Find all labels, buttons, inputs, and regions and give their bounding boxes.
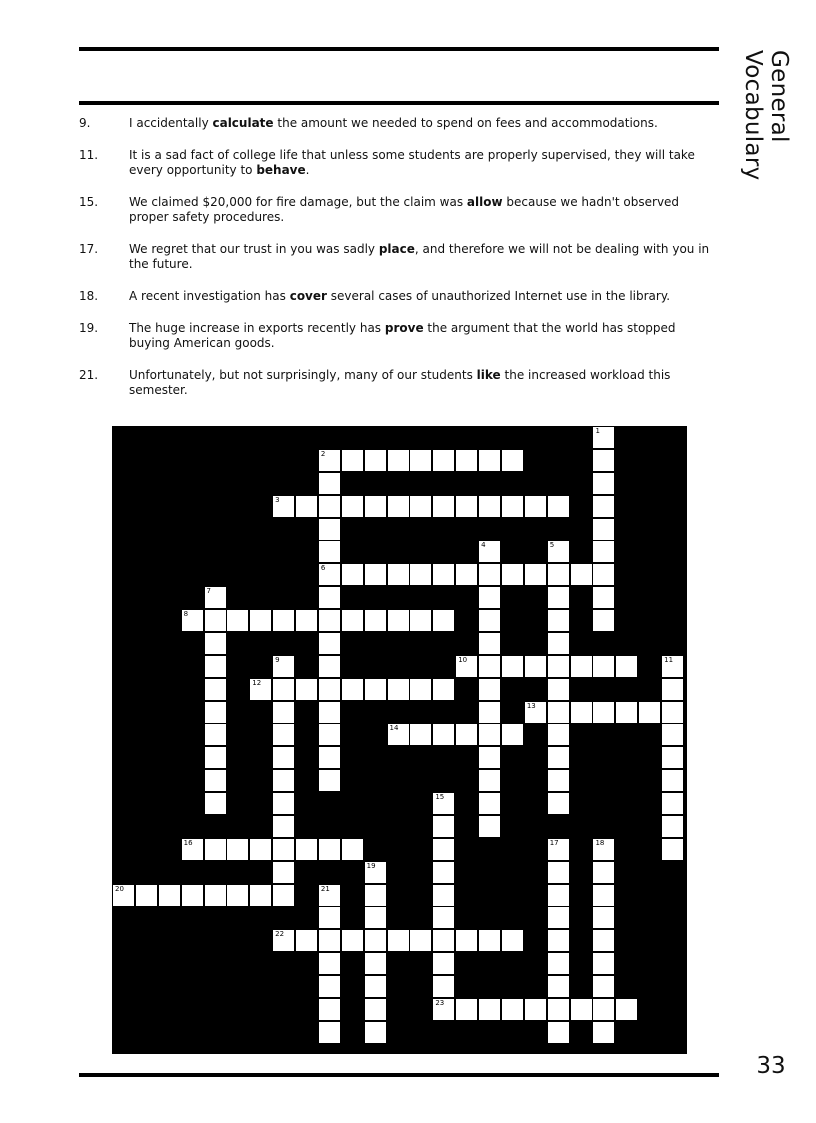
crossword-cell[interactable] <box>365 930 386 951</box>
crossword-cell[interactable] <box>433 839 454 860</box>
crossword-cell[interactable] <box>182 885 203 906</box>
crossword-cell[interactable] <box>479 610 500 631</box>
crossword-cell[interactable] <box>479 770 500 791</box>
crossword-cell[interactable] <box>548 702 569 723</box>
crossword-cell[interactable] <box>342 610 363 631</box>
crossword-cell[interactable] <box>319 839 340 860</box>
crossword-cell[interactable] <box>571 656 592 677</box>
crossword-cell[interactable] <box>593 450 614 471</box>
crossword-cell[interactable] <box>365 1022 386 1043</box>
crossword-cell[interactable] <box>273 496 294 517</box>
crossword-cell[interactable] <box>319 999 340 1020</box>
clue-number-label: 1 <box>595 427 600 435</box>
crossword-cell[interactable] <box>273 885 294 906</box>
crossword-cell[interactable] <box>662 747 683 768</box>
crossword-cell[interactable] <box>433 564 454 585</box>
crossword-cell[interactable] <box>388 496 409 517</box>
crossword-cell[interactable] <box>433 930 454 951</box>
crossword-cell[interactable] <box>319 519 340 540</box>
crossword-cell[interactable] <box>548 747 569 768</box>
crossword-cell[interactable] <box>616 702 637 723</box>
crossword-cell[interactable] <box>593 496 614 517</box>
crossword-cell[interactable] <box>365 953 386 974</box>
crossword-cell[interactable] <box>159 885 180 906</box>
crossword-cell[interactable] <box>502 564 523 585</box>
crossword-cell[interactable] <box>479 930 500 951</box>
crossword-cell[interactable] <box>319 541 340 562</box>
crossword-cell[interactable] <box>571 999 592 1020</box>
crossword-cell[interactable] <box>479 656 500 677</box>
clue-number: 11. <box>79 148 99 162</box>
crossword-grid <box>112 426 687 1054</box>
target-word: like <box>476 368 501 382</box>
crossword-cell[interactable] <box>205 587 226 608</box>
crossword-cell[interactable] <box>319 587 340 608</box>
clue-number-label: 11 <box>664 655 674 664</box>
target-word: prove <box>384 321 424 335</box>
crossword-cell[interactable] <box>410 679 431 700</box>
crossword-cell[interactable] <box>479 541 500 562</box>
crossword-cell[interactable] <box>410 610 431 631</box>
clue-number-label: 18 <box>595 838 605 847</box>
target-word: behave <box>256 163 306 177</box>
crossword-cell[interactable] <box>273 839 294 860</box>
crossword-cell[interactable] <box>319 770 340 791</box>
clue-number-label: 17 <box>549 838 559 847</box>
crossword-cell[interactable] <box>433 679 454 700</box>
clue-item <box>79 195 719 225</box>
crossword-cell[interactable] <box>273 679 294 700</box>
crossword-cell[interactable] <box>525 564 546 585</box>
clue-number-label: 13 <box>526 701 536 710</box>
crossword-cell[interactable] <box>250 679 271 700</box>
crossword-cell[interactable] <box>205 770 226 791</box>
crossword-cell[interactable] <box>342 450 363 471</box>
crossword-cell[interactable] <box>593 839 614 860</box>
top-rule <box>79 47 719 51</box>
clue-number: 21. <box>79 368 99 382</box>
crossword-cell[interactable] <box>616 656 637 677</box>
crossword-cell[interactable] <box>548 496 569 517</box>
crossword-cell[interactable] <box>365 679 386 700</box>
crossword-cell[interactable] <box>227 885 248 906</box>
crossword-cell[interactable] <box>479 633 500 654</box>
crossword-cell[interactable] <box>593 885 614 906</box>
crossword-cell[interactable] <box>662 702 683 723</box>
clue-text: The huge increase in exports recently has prove the argument that the world has stopped buying American goods. <box>129 321 676 350</box>
crossword-cell[interactable] <box>342 496 363 517</box>
crossword-cell[interactable] <box>433 793 454 814</box>
crossword-cell[interactable] <box>593 907 614 928</box>
target-word: calculate <box>212 116 274 130</box>
crossword-cell[interactable] <box>479 816 500 837</box>
crossword-cell[interactable] <box>205 885 226 906</box>
crossword-cell[interactable] <box>616 999 637 1020</box>
crossword-cell[interactable] <box>250 839 271 860</box>
crossword-cell[interactable] <box>662 793 683 814</box>
crossword-cell[interactable] <box>548 633 569 654</box>
crossword-cell[interactable] <box>456 930 477 951</box>
crossword-cell[interactable] <box>662 816 683 837</box>
crossword-cell[interactable] <box>593 473 614 494</box>
crossword-cell[interactable] <box>319 473 340 494</box>
crossword-cell[interactable] <box>319 1022 340 1043</box>
header-rule <box>79 101 719 105</box>
clue-number-label: 14 <box>389 724 399 733</box>
crossword-cell[interactable] <box>548 610 569 631</box>
crossword-cell[interactable] <box>365 564 386 585</box>
crossword-cell[interactable] <box>456 496 477 517</box>
crossword-cell[interactable] <box>525 702 546 723</box>
crossword-cell[interactable] <box>433 885 454 906</box>
crossword-cell[interactable] <box>319 885 340 906</box>
clue-number: 17. <box>79 242 99 256</box>
crossword-cell[interactable] <box>548 541 569 562</box>
clue-item <box>79 242 719 272</box>
crossword-cell[interactable] <box>410 450 431 471</box>
crossword-cell[interactable] <box>548 930 569 951</box>
crossword-cell[interactable] <box>456 656 477 677</box>
crossword-cell[interactable] <box>182 610 203 631</box>
crossword-cell[interactable] <box>433 862 454 883</box>
crossword-cell[interactable] <box>273 930 294 951</box>
crossword-cell[interactable] <box>410 930 431 951</box>
crossword-cell[interactable] <box>433 724 454 745</box>
crossword-cell[interactable] <box>593 427 614 448</box>
crossword-cell[interactable] <box>365 862 386 883</box>
crossword-cell[interactable] <box>433 496 454 517</box>
crossword-cell[interactable] <box>525 656 546 677</box>
crossword-cell[interactable] <box>456 564 477 585</box>
crossword-cell[interactable] <box>662 839 683 860</box>
crossword-cell[interactable] <box>273 747 294 768</box>
clue-number-label: 12 <box>252 678 262 687</box>
crossword-cell[interactable] <box>479 724 500 745</box>
crossword-cell[interactable] <box>319 724 340 745</box>
clue-text: It is a sad fact of college life that unless some students are properly supervised, they will take every opportunity to behave. <box>129 148 695 177</box>
crossword-cell[interactable] <box>273 770 294 791</box>
crossword-cell[interactable] <box>593 976 614 997</box>
crossword-cell[interactable] <box>365 976 386 997</box>
crossword-cell[interactable] <box>205 839 226 860</box>
clue-item <box>79 116 719 131</box>
crossword-cell[interactable] <box>319 656 340 677</box>
clue-number-label: 2 <box>320 449 326 458</box>
footer-rule <box>79 1073 719 1077</box>
crossword-cell[interactable] <box>548 999 569 1020</box>
crossword-cell[interactable] <box>593 1022 614 1043</box>
crossword-cell[interactable] <box>273 816 294 837</box>
clue-text: We regret that our trust in you was sadly place, and therefore we will not be dealing with you in the future. <box>129 242 710 271</box>
crossword-cell[interactable] <box>479 450 500 471</box>
clue-number-label: 5 <box>549 541 555 550</box>
crossword-cell[interactable] <box>319 496 340 517</box>
target-word: cover <box>289 289 327 303</box>
clue-number: 18. <box>79 289 99 303</box>
crossword-cell[interactable] <box>273 656 294 677</box>
crossword-cell[interactable] <box>548 885 569 906</box>
crossword-cell[interactable] <box>388 610 409 631</box>
crossword-cell[interactable] <box>205 656 226 677</box>
crossword-cell[interactable] <box>365 610 386 631</box>
target-word: place <box>378 242 415 256</box>
crossword-cell[interactable] <box>548 770 569 791</box>
crossword-cell[interactable] <box>205 724 226 745</box>
crossword-cell[interactable] <box>250 610 271 631</box>
crossword-cell[interactable] <box>342 839 363 860</box>
crossword-cell[interactable] <box>433 999 454 1020</box>
crossword-cell[interactable] <box>365 496 386 517</box>
crossword-cell[interactable] <box>319 450 340 471</box>
crossword-cell[interactable] <box>319 633 340 654</box>
crossword-cell[interactable] <box>205 702 226 723</box>
crossword-cell[interactable] <box>479 679 500 700</box>
crossword-cell[interactable] <box>296 839 317 860</box>
crossword-cell[interactable] <box>388 564 409 585</box>
clue-number: 15. <box>79 195 99 209</box>
crossword-cell[interactable] <box>410 724 431 745</box>
section-title <box>736 50 796 280</box>
clue-number-label: 20 <box>115 884 124 893</box>
crossword-cell[interactable] <box>388 450 409 471</box>
crossword-cell[interactable] <box>502 930 523 951</box>
crossword-cell[interactable] <box>593 541 614 562</box>
crossword-cell[interactable] <box>639 702 660 723</box>
crossword-cell[interactable] <box>388 679 409 700</box>
crossword-cell[interactable] <box>479 702 500 723</box>
section-title-text: General Vocabulary <box>740 50 792 181</box>
crossword-cell[interactable] <box>205 633 226 654</box>
clue-text: Unfortunately, but not surprisingly, many of our students like the increased workload this semester. <box>129 368 671 397</box>
clue-number: 19. <box>79 321 99 335</box>
crossword-cell[interactable] <box>296 496 317 517</box>
crossword-cell[interactable] <box>410 496 431 517</box>
clue-item <box>79 321 719 351</box>
crossword-cell[interactable] <box>342 930 363 951</box>
crossword-cell[interactable] <box>593 999 614 1020</box>
crossword-cell[interactable] <box>548 907 569 928</box>
clue-number-label: 21 <box>320 884 330 893</box>
crossword-cell[interactable] <box>365 885 386 906</box>
crossword-cell[interactable] <box>548 679 569 700</box>
crossword-cell[interactable] <box>205 793 226 814</box>
crossword-cell[interactable] <box>662 656 683 677</box>
crossword-cell[interactable] <box>548 564 569 585</box>
clue-number-label: 10 <box>458 655 468 664</box>
crossword-cell[interactable] <box>365 450 386 471</box>
crossword-cell[interactable] <box>273 610 294 631</box>
clue-item <box>79 289 719 304</box>
crossword-cell[interactable] <box>479 999 500 1020</box>
crossword-cell[interactable] <box>548 656 569 677</box>
crossword-cell[interactable] <box>502 999 523 1020</box>
crossword-cell[interactable] <box>342 564 363 585</box>
crossword-cell[interactable] <box>205 610 226 631</box>
crossword-cell[interactable] <box>227 839 248 860</box>
crossword-cell[interactable] <box>182 839 203 860</box>
crossword-cell[interactable] <box>502 724 523 745</box>
crossword-cell[interactable] <box>479 587 500 608</box>
crossword-cell[interactable] <box>548 587 569 608</box>
clue-number-label: 19 <box>366 861 376 870</box>
crossword-cell[interactable] <box>456 999 477 1020</box>
clue-number-label: 23 <box>435 999 445 1007</box>
crossword-cell[interactable] <box>319 702 340 723</box>
crossword-cell[interactable] <box>662 679 683 700</box>
crossword-cell[interactable] <box>593 587 614 608</box>
crossword-cell[interactable] <box>319 747 340 768</box>
clue-number-label: 8 <box>183 610 189 619</box>
clue-text: We claimed $20,000 for fire damage, but the claim was allow because we hadn't observed proper safety procedures. <box>129 195 680 224</box>
crossword-cell[interactable] <box>479 496 500 517</box>
crossword-cell[interactable] <box>433 976 454 997</box>
crossword-cell[interactable] <box>433 953 454 974</box>
clue-list <box>79 116 719 415</box>
crossword-cell[interactable] <box>502 496 523 517</box>
crossword-cell[interactable] <box>593 519 614 540</box>
crossword-cell[interactable] <box>593 564 614 585</box>
crossword-cell[interactable] <box>205 679 226 700</box>
crossword-cell[interactable] <box>502 450 523 471</box>
crossword-cell[interactable] <box>456 724 477 745</box>
crossword-cell[interactable] <box>548 724 569 745</box>
crossword-cell[interactable] <box>433 450 454 471</box>
crossword-cell[interactable] <box>319 976 340 997</box>
clue-number-label: 22 <box>275 930 285 939</box>
crossword-cell[interactable] <box>205 747 226 768</box>
clue-number-label: 7 <box>206 587 211 596</box>
crossword-cell[interactable] <box>273 702 294 723</box>
crossword-cell[interactable] <box>319 610 340 631</box>
clue-number-label: 9 <box>275 655 280 664</box>
crossword-cell[interactable] <box>502 656 523 677</box>
clue-item <box>79 148 719 178</box>
crossword-cell[interactable] <box>388 724 409 745</box>
crossword-cell[interactable] <box>113 885 134 906</box>
crossword-cell[interactable] <box>593 656 614 677</box>
crossword-cell[interactable] <box>571 564 592 585</box>
crossword-cell[interactable] <box>525 999 546 1020</box>
crossword-cell[interactable] <box>479 747 500 768</box>
clue-item <box>79 368 719 398</box>
crossword-cell[interactable] <box>319 930 340 951</box>
clue-number-label: 4 <box>481 541 486 550</box>
crossword-cell[interactable] <box>250 885 271 906</box>
clue-number-label: 6 <box>320 564 326 573</box>
clue-number-label: 15 <box>435 793 445 802</box>
crossword-cell[interactable] <box>662 724 683 745</box>
crossword-cell[interactable] <box>593 953 614 974</box>
crossword-cell[interactable] <box>365 999 386 1020</box>
crossword-cell[interactable] <box>319 907 340 928</box>
crossword-cell[interactable] <box>365 907 386 928</box>
crossword-cell[interactable] <box>548 976 569 997</box>
crossword-cell[interactable] <box>571 702 592 723</box>
crossword-cell[interactable] <box>410 564 431 585</box>
crossword-cell[interactable] <box>548 862 569 883</box>
crossword-cell[interactable] <box>296 610 317 631</box>
crossword-cell[interactable] <box>319 679 340 700</box>
crossword-cell[interactable] <box>319 564 340 585</box>
clue-number: 9. <box>79 116 91 130</box>
crossword-cell[interactable] <box>273 724 294 745</box>
clue-text: I accidentally calculate the amount we needed to spend on fees and accommodations. <box>129 116 658 130</box>
crossword-cell[interactable] <box>433 816 454 837</box>
crossword-cell[interactable] <box>548 839 569 860</box>
crossword-cell[interactable] <box>433 907 454 928</box>
crossword-cell[interactable] <box>136 885 157 906</box>
crossword-cell[interactable] <box>227 610 248 631</box>
crossword-cell[interactable] <box>456 450 477 471</box>
crossword-cell[interactable] <box>273 793 294 814</box>
crossword-cell[interactable] <box>662 770 683 791</box>
clue-number-label: 16 <box>183 838 193 847</box>
crossword-cell[interactable] <box>388 930 409 951</box>
crossword-cell[interactable] <box>548 1022 569 1043</box>
crossword-cell[interactable] <box>593 702 614 723</box>
crossword-cell[interactable] <box>273 862 294 883</box>
crossword-cell[interactable] <box>479 793 500 814</box>
crossword-cell[interactable] <box>319 953 340 974</box>
clue-text: A recent investigation has cover several cases of unauthorized Internet use in the library. <box>129 289 671 303</box>
crossword-cell[interactable] <box>479 564 500 585</box>
crossword-cell[interactable] <box>548 953 569 974</box>
crossword-cell[interactable] <box>296 930 317 951</box>
target-word: allow <box>466 195 503 209</box>
page-number: 33 <box>756 1053 786 1079</box>
crossword-cell[interactable] <box>342 679 363 700</box>
crossword-cell[interactable] <box>593 610 614 631</box>
crossword-cell[interactable] <box>593 862 614 883</box>
crossword-cell[interactable] <box>548 793 569 814</box>
crossword-cell[interactable] <box>296 679 317 700</box>
clue-number-label: 3 <box>275 495 280 504</box>
crossword-cell[interactable] <box>593 930 614 951</box>
crossword-cell[interactable] <box>433 610 454 631</box>
crossword-cell[interactable] <box>525 496 546 517</box>
